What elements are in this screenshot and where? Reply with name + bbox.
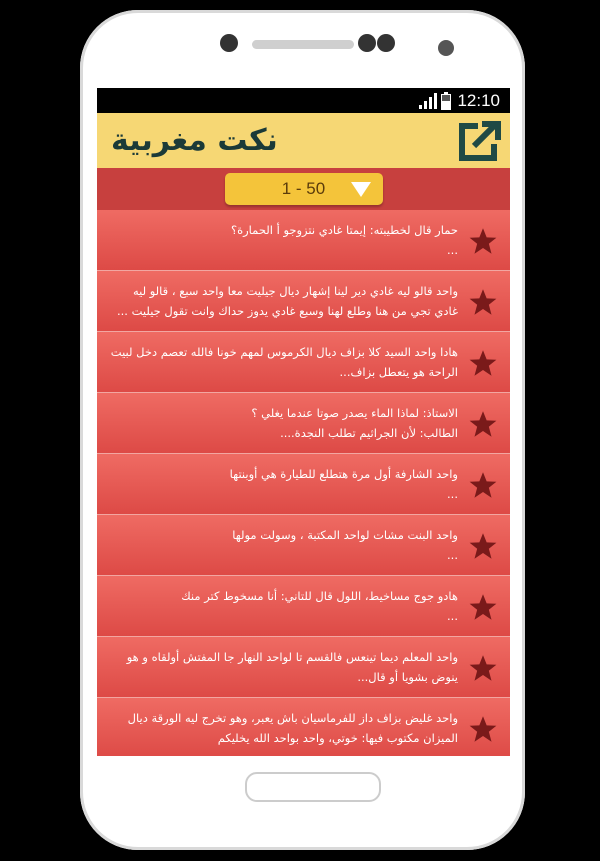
battery-icon <box>441 92 451 110</box>
joke-text-more: ينوض بشويا أو قال... <box>357 670 458 684</box>
joke-text-more: ... <box>447 548 458 562</box>
signal-icon <box>419 93 437 109</box>
list-item[interactable] <box>97 515 510 576</box>
star-icon[interactable] <box>468 654 498 682</box>
joke-text-more: الميزان مكتوب فيها: خوتي، واحد بواحد الله يخليكم <box>217 731 458 745</box>
front-camera <box>220 34 238 52</box>
jokes-list <box>97 210 510 756</box>
joke-text-more: الطالب: لأن الجراثيم تطلب النجدة.... <box>280 426 458 440</box>
star-icon[interactable] <box>468 227 498 255</box>
list-item[interactable] <box>97 454 510 515</box>
joke-text: واحد الشارفة أول مرة هتطلع للطيارة هي أوبنتها <box>229 467 458 481</box>
star-icon[interactable] <box>468 532 498 560</box>
proximity-sensor <box>438 40 454 56</box>
joke-text: واحد المعلم ديما تينعس فالقسم تا لواحد النهار جا المفتش أولقاه و هو <box>126 650 458 664</box>
star-icon[interactable] <box>468 715 498 743</box>
app-title: نكت مغربية <box>111 123 278 158</box>
app-screen <box>97 88 510 756</box>
list-item[interactable] <box>97 393 510 454</box>
range-dropdown-value: 1 - 50 <box>281 179 326 198</box>
list-item[interactable] <box>97 210 510 271</box>
joke-text-more: ... <box>447 243 458 257</box>
joke-text: هادو جوج مساخيط، اللول قال للتاني: أنا مسخوط كتر منك <box>181 589 458 603</box>
joke-text: واحد قالو ليه غادي دير لينا إشهار ديال جيليت معا واحد سبع ، قالو ليه <box>132 284 458 298</box>
app-bar <box>97 113 510 168</box>
status-bar <box>97 88 510 113</box>
chevron-down-icon <box>351 182 371 197</box>
joke-text-more: الراحة هو يتعطل بزاف... <box>339 365 458 379</box>
range-bar <box>97 168 510 210</box>
joke-text-more: ... <box>447 609 458 623</box>
joke-text: واحد البنت مشات لواحد المكتبة ، وسولت مولها <box>232 528 458 542</box>
sensor-dot <box>377 34 395 52</box>
share-out-icon[interactable] <box>456 120 502 162</box>
list-item[interactable] <box>97 637 510 698</box>
list-item[interactable] <box>97 698 510 756</box>
joke-text: هادا واحد السيد كلا بزاف ديال الكرموس لمهم خونا فالله تعصم دخل لبيت <box>110 345 458 359</box>
list-item[interactable] <box>97 271 510 332</box>
list-item[interactable] <box>97 576 510 637</box>
star-icon[interactable] <box>468 471 498 499</box>
joke-text-more: غادي تجي من هنا وطلع لهنا وسبع غادي يدوز حداك وانت تقول جيليت ... <box>117 304 458 318</box>
star-icon[interactable] <box>468 288 498 316</box>
joke-text: الاستاذ: لماذا الماء يصدر صوتا عندما يغلي ؟ <box>251 406 458 420</box>
joke-text-more: ... <box>447 487 458 501</box>
sensor-dot <box>358 34 376 52</box>
star-icon[interactable] <box>468 349 498 377</box>
star-icon[interactable] <box>468 410 498 438</box>
range-dropdown[interactable] <box>225 173 383 205</box>
joke-text: حمار قال لخطيبته: إيمتا غادي نتزوجو أ الحمارة؟ <box>230 223 458 237</box>
star-icon[interactable] <box>468 593 498 621</box>
earpiece-speaker <box>252 40 354 49</box>
list-item[interactable] <box>97 332 510 393</box>
status-time: 12:10 <box>457 90 500 110</box>
home-button[interactable] <box>245 772 381 802</box>
joke-text: واحد غليض بزاف داز للفرماسيان باش يعبر، وهو تخرج ليه الورقة ديال <box>127 711 458 725</box>
